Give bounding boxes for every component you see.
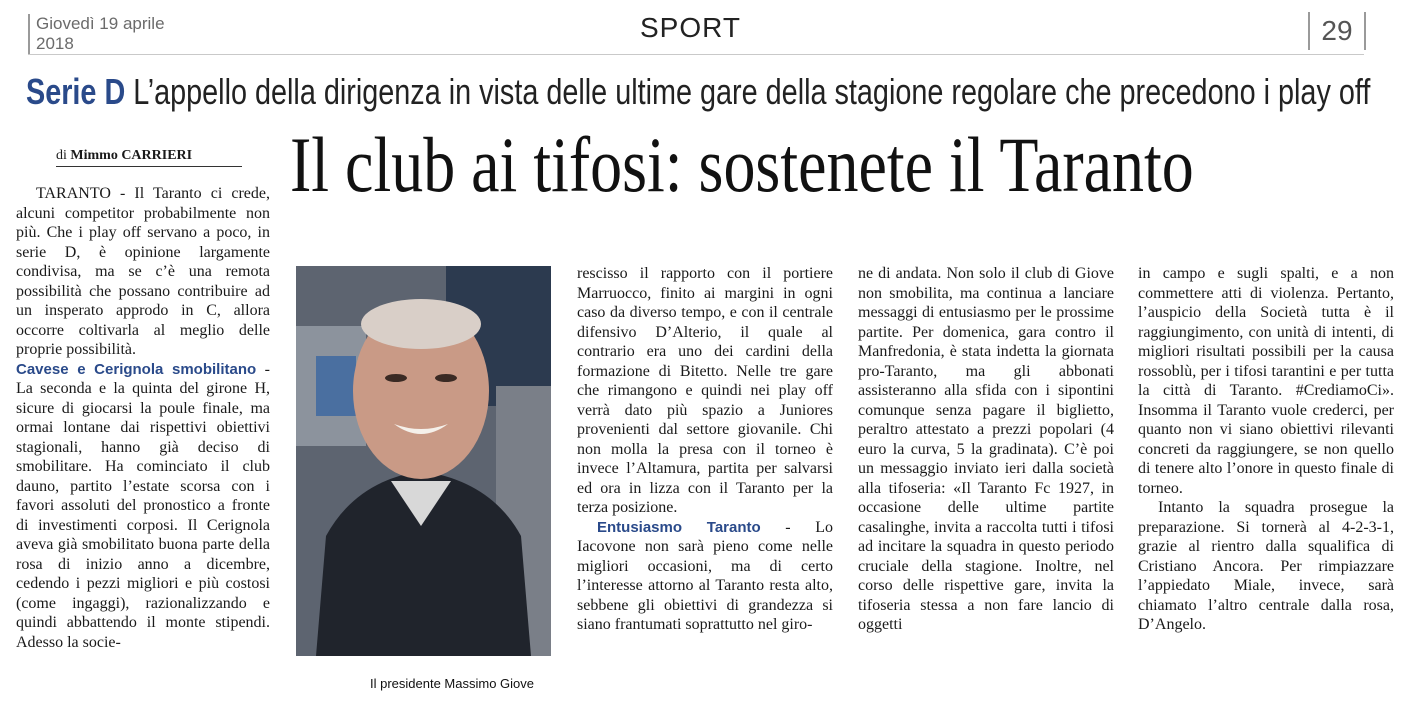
kicker [26,70,1370,114]
byline-prefix: di [56,148,67,163]
subheading: Cavese e Cerignola smobilitano [16,360,257,378]
photo-caption: Il presidente Massimo Giove [370,676,535,691]
section-name: SPORT [640,12,741,43]
article-paragraph [577,518,833,635]
article-paragraph: rescisso il rapporto con il portiere Marruocco, finito ai margini in ogni caso da diverso tempo, e con il centrale difensivo D’Alterio, il quale al contrario era uno dei cardini della formazione di Bitetto. Nelle tre gare che rimangono e quindi nei play off verrà dato più spazio a Juniores provenienti dal settore giovanile. Chi non molla la presa con il torneo è invece l’Altamura, partita per salvarsi ed ora in lizza con il Taranto per la terza posizione. [577,265,833,516]
headline: Il club ai tifosi: sostenete il Taranto [290,121,1194,208]
issue-date [28,14,236,54]
paragraph-text: - La seconda e la quinta del girone H, sicure di giocarsi la poule finale, ma ormai lontane dai rispettivi obiettivi stagionali, hanno già deciso di smobilitare. Ha cominciato il club dauno, partito l’estate scorsa con i favori assoluti del pronostico a fronte di investimenti corposi. Il Cerignola aveva già smobilitato buona parte della rosa di inizio anno a dicembre, cedendo i pezzi migliori e più costosi (come ingaggi), razionalizzando e quindi abbattendo il monte stipendi. Adesso la socie- [16,360,270,651]
page-number: 29 [1308,12,1366,50]
subheading: Entusiasmo Taranto [597,518,761,536]
paragraph-text: - Lo Iacovone non sarà pieno come nelle migliori occasioni, ma di certo l’interesse attorno al Taranto resta alto, sebbene gli obiettivi di grandezza si siano frantumati soprattutto nel giro- [577,518,833,633]
article-column-3 [858,264,1114,635]
kicker-text: L’appello della dirigenza in vista delle ultime gare della stagione regolare che precedono i play off [133,71,1371,112]
article-paragraph [16,360,270,653]
portrait-image [296,266,551,656]
article-column-4 [1138,264,1394,635]
issue-date-day: Giovedì 19 aprile [36,14,165,33]
issue-date-year: 2018 [36,34,74,53]
article-paragraph: in campo e sugli spalti, e a non commettere atti di violenza. Pertanto, l’auspicio della Società tutta è il raggiungimento, con unità di intenti, di migliori risultati possibili per la causa rossoblù, per i tifosi tarantini e per tutta la città di Taranto. #CrediamoCi». Insomma il Taranto vuole crederci, per quanto non vi siano obiettivi rilevanti concreti da raggiungere, se non quello di tenere alto l’onore in questo finale di torneo. [1138,265,1394,497]
article-paragraph: Intanto la squadra prosegue la preparazione. Si tornerà al 4-2-3-1, grazie al rientro dalla squalifica di Cristiano Ancora. Per rimpiazzare l’appiedato Miale, invece, sarà chiamato l’altro centrale dalla rosa, D’Angelo. [1138,499,1394,633]
article-paragraph: TARANTO - Il Taranto ci crede, alcuni competitor probabilmente non più. Che i play off servano a poco, in serie D, è opinione largamente condivisa, ma se c’è una remota possibilità che possano contribuire ad un insperato approdo in C, allora occorre coltivarla al meglio delle proprie possibilità. [16,185,270,358]
article-column-2 [577,264,833,635]
article-column-1 [16,184,270,652]
header-divider [28,54,1364,55]
article-paragraph: ne di andata. Non solo il club di Giove non smobilita, ma continua a lanciare messaggi di entusiasmo per le prossime partite. Per domenica, gara contro il Manfredonia, è stata indetta la giornata pro-Taranto, ma gli abbonati assisteranno alla sfida con i sipontini comunque senza pagare il biglietto, peraltro attestato a prezzi popolari (4 euro la curva, 5 la gradinata). C’è poi un messaggio inviato ieri dalla società alla tifoseria: «Il Taranto Fc 1927, in occasione delle ultime partite casalinghe, invita a raccolta tutti i tifosi ad incitare la squadra in questo periodo cruciale della stagione. Inoltre, nel corso delle rispettive gare, invita la tifoseria stessa a non fare lancio di oggetti [858,265,1114,633]
kicker-label: Serie D [26,71,126,112]
byline-author: Mimmo CARRIERI [70,148,193,163]
president-photo [296,266,551,656]
byline [56,148,242,167]
